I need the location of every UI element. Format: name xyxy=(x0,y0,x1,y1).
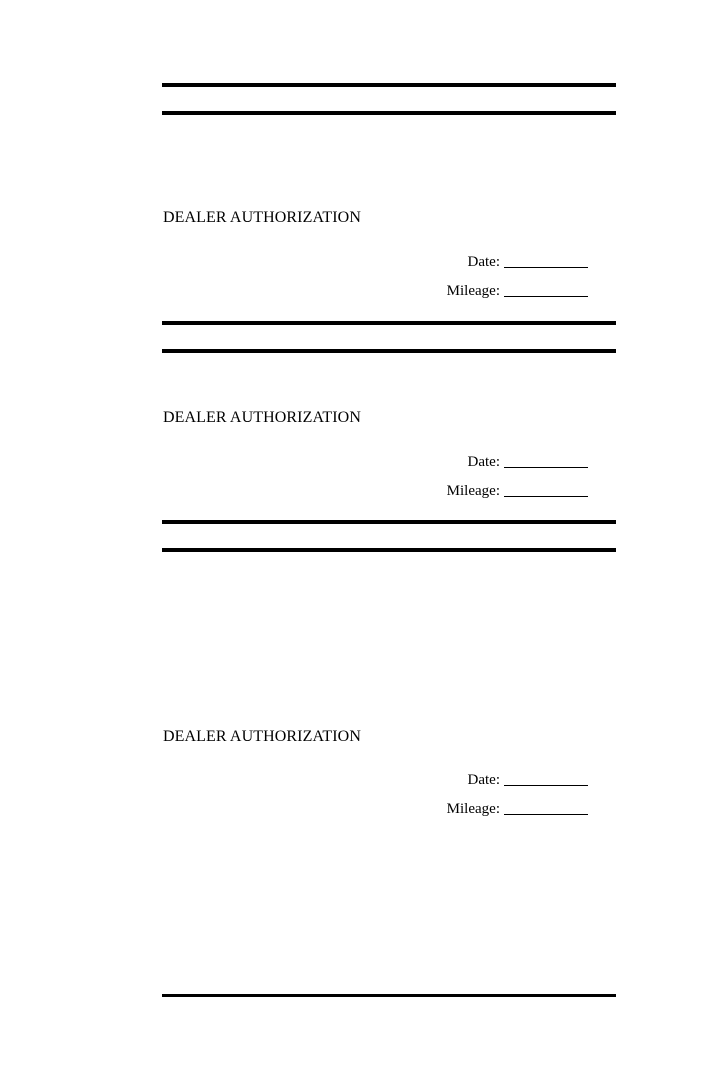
section-2-mileage-blank[interactable] xyxy=(504,496,588,497)
section-3-mileage-blank[interactable] xyxy=(504,814,588,815)
section-2-heading: DEALER AUTHORIZATION xyxy=(163,409,361,426)
section-2-mileage-label: Mileage: xyxy=(446,483,500,499)
section-1-mileage-label: Mileage: xyxy=(446,283,500,299)
section-1-second-rule xyxy=(162,111,616,115)
section-1-mileage-field[interactable] xyxy=(447,283,588,300)
section-3-top-rule xyxy=(162,520,616,524)
section-3-date-label: Date: xyxy=(467,772,500,788)
section-3-heading: DEALER AUTHORIZATION xyxy=(163,728,361,745)
section-1-date-field[interactable] xyxy=(468,254,588,271)
section-2-date-field[interactable] xyxy=(468,454,588,471)
section-3-second-rule xyxy=(162,548,616,552)
section-3-mileage-field[interactable] xyxy=(447,801,588,818)
section-2-top-rule xyxy=(162,321,616,325)
section-1-top-rule xyxy=(162,83,616,87)
section-3-date-field[interactable] xyxy=(468,772,588,789)
section-1-date-label: Date: xyxy=(467,254,500,270)
section-1-heading: DEALER AUTHORIZATION xyxy=(163,209,361,226)
section-2-date-label: Date: xyxy=(467,454,500,470)
section-3-date-blank[interactable] xyxy=(504,785,588,786)
section-2-second-rule xyxy=(162,349,616,353)
bottom-rule xyxy=(162,994,616,997)
section-1-mileage-blank[interactable] xyxy=(504,296,588,297)
section-3-mileage-label: Mileage: xyxy=(446,801,500,817)
section-2-date-blank[interactable] xyxy=(504,467,588,468)
section-2-mileage-field[interactable] xyxy=(447,483,588,500)
section-1-date-blank[interactable] xyxy=(504,267,588,268)
